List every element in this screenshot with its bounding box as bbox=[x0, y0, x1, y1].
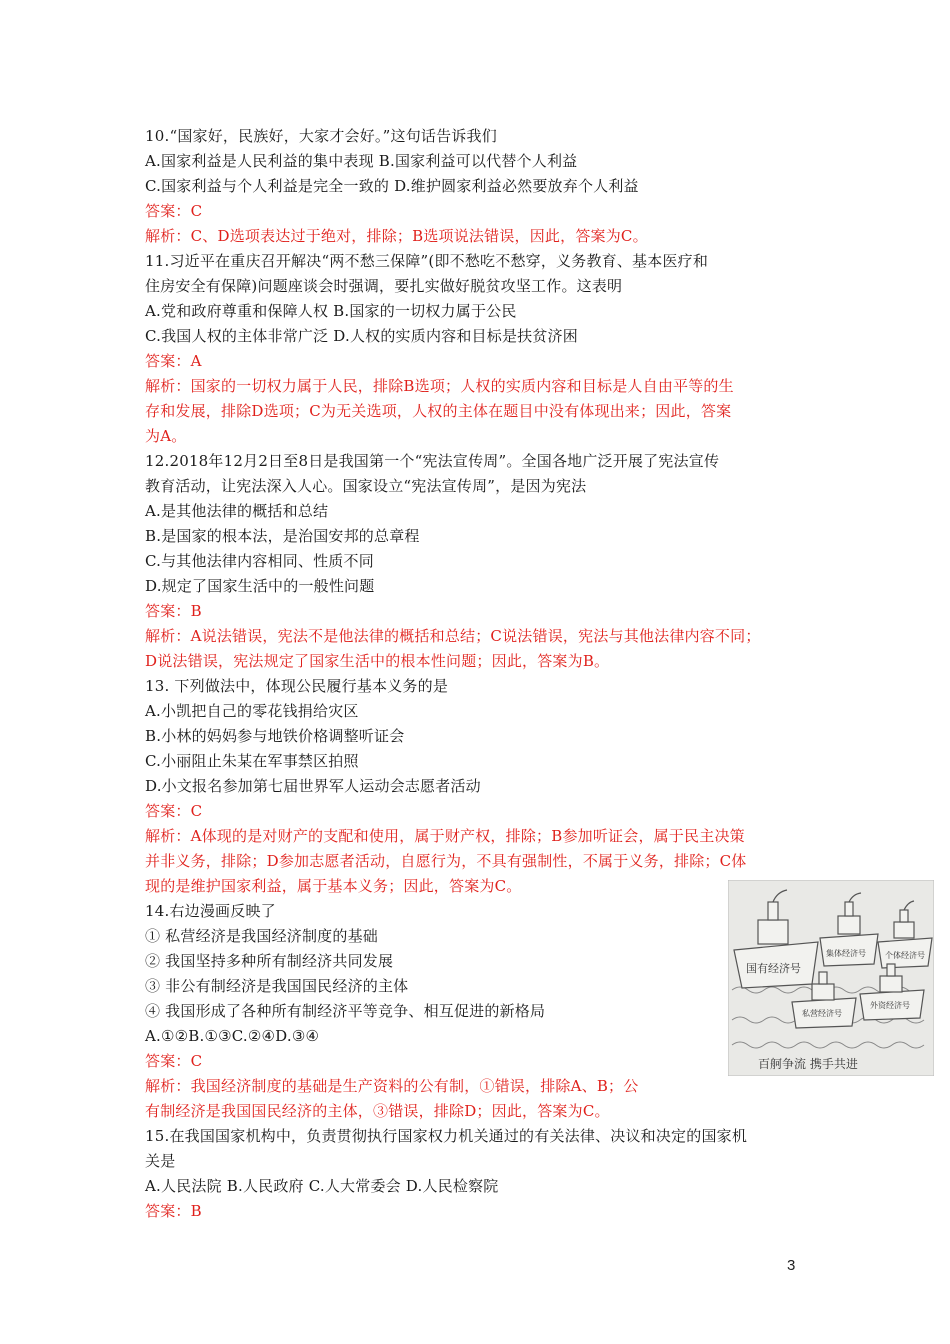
analysis-line: 解析：我国经济制度的基础是生产资料的公有制，①错误，排除A、B；公 bbox=[145, 1077, 639, 1095]
analysis-line: 并非义务，排除；D参加志愿者活动，自愿行为，不具有强制性，不属于义务，排除；C体 bbox=[145, 852, 747, 870]
ship-label: 集体经济号 bbox=[826, 949, 866, 958]
question-block bbox=[145, 674, 825, 899]
ship-label: 外资经济号 bbox=[870, 1001, 910, 1010]
question-stem: 关是 bbox=[145, 1152, 176, 1170]
question-option: D.规定了国家生活中的一般性问题 bbox=[145, 577, 375, 595]
question-option: B.小林的妈妈参与地铁价格调整听证会 bbox=[145, 727, 405, 745]
ship-label: 私营经济号 bbox=[802, 1009, 842, 1018]
question-option: A.人民法院 B.人民政府 C.人大常委会 D.人民检察院 bbox=[145, 1177, 499, 1195]
question-block bbox=[145, 124, 825, 249]
page-number: 3 bbox=[787, 1257, 796, 1274]
ship-label: 个体经济号 bbox=[885, 951, 925, 960]
question-option: A.国家利益是人民利益的集中表现 B.国家利益可以代替个人利益 bbox=[145, 152, 578, 170]
answer-line: 答案：B bbox=[145, 602, 202, 620]
question-option: A.①②B.①③C.②④D.③④ bbox=[145, 1027, 320, 1045]
analysis-line: 存和发展，排除D选项；C为无关选项，人权的主体在题目中没有体现出来；因此，答案 bbox=[145, 402, 732, 420]
analysis-line: 解析：A体现的是对财产的支配和使用，属于财产权，排除；B参加听证会，属于民主决策 bbox=[145, 827, 745, 845]
question-option: A.是其他法律的概括和总结 bbox=[145, 502, 329, 520]
analysis-line: 解析：C、D选项表达过于绝对，排除；B选项说法错误，因此，答案为C。 bbox=[145, 227, 648, 245]
question-list bbox=[145, 124, 825, 1224]
answer-line: 答案：C bbox=[145, 1052, 203, 1070]
question-option: C.国家利益与个人利益是完全一致的 D.维护圆家利益必然要放弃个人利益 bbox=[145, 177, 639, 195]
question-option: A.党和政府尊重和保障人权 B.国家的一切权力属于公民 bbox=[145, 302, 517, 320]
question-stem: 13. 下列做法中，体现公民履行基本义务的是 bbox=[145, 677, 449, 695]
answer-line: 答案：B bbox=[145, 1202, 202, 1220]
question-option: ③ 非公有制经济是我国国民经济的主体 bbox=[145, 977, 409, 995]
question-stem: 住房安全有保障)问题座谈会时强调，要扎实做好脱贫攻坚工作。这表明 bbox=[145, 277, 623, 295]
question-option: C.小丽阻止朱某在军事禁区拍照 bbox=[145, 752, 359, 770]
question-block bbox=[145, 899, 825, 1124]
question-option: D.小文报名参加第七届世界军人运动会志愿者活动 bbox=[145, 777, 481, 795]
question-stem: 12.2018年12月2日至8日是我国第一个“宪法宣传周”。全国各地广泛开展了宪法宣传 bbox=[145, 452, 720, 470]
comic-caption: 百舸争流 携手共进 bbox=[758, 1057, 858, 1071]
analysis-line: 解析：A说法错误，宪法不是他法律的概括和总结；C说法错误，宪法与其他法律内容不同； bbox=[145, 627, 761, 645]
question-block bbox=[145, 249, 825, 449]
analysis-line: 解析：国家的一切权力属于人民，排除B选项；人权的实质内容和目标是人自由平等的生 bbox=[145, 377, 734, 395]
question-option: C.与其他法律内容相同、性质不同 bbox=[145, 552, 374, 570]
question-stem: 14.右边漫画反映了 bbox=[145, 902, 276, 920]
answer-line: 答案：C bbox=[145, 202, 203, 220]
question-stem: 11.习近平在重庆召开解决“两不愁三保障”(即不愁吃不愁穿，义务教育、基本医疗和 bbox=[145, 252, 709, 270]
question-option: ② 我国坚持多种所有制经济共同发展 bbox=[145, 952, 394, 970]
question-option: A.小凯把自己的零花钱捐给灾区 bbox=[145, 702, 359, 720]
analysis-line: D说法错误，宪法规定了国家生活中的根本性问题；因此，答案为B。 bbox=[145, 652, 610, 670]
analysis-line: 为A。 bbox=[145, 427, 187, 445]
question-stem: 10.“国家好，民族好，大家才会好。”这句话告诉我们 bbox=[145, 127, 497, 145]
answer-line: 答案：A bbox=[145, 352, 202, 370]
question-option: ④ 我国形成了各种所有制经济平等竞争、相互促进的新格局 bbox=[145, 1002, 546, 1020]
question-stem: 15.在我国国家机构中，负责贯彻执行国家权力机关通过的有关法律、决议和决定的国家机 bbox=[145, 1127, 748, 1145]
answer-line: 答案：C bbox=[145, 802, 203, 820]
question-option: ① 私营经济是我国经济制度的基础 bbox=[145, 927, 378, 945]
ship-label: 国有经济号 bbox=[746, 962, 801, 975]
question-stem: 教育活动，让宪法深入人心。国家设立“宪法宣传周”，是因为宪法 bbox=[145, 477, 587, 495]
question-option: C.我国人权的主体非常广泛 D.人权的实质内容和目标是扶贫济困 bbox=[145, 327, 578, 345]
analysis-line: 有制经济是我国国民经济的主体，③错误，排除D；因此，答案为C。 bbox=[145, 1102, 610, 1120]
comic-illustration bbox=[728, 880, 934, 1076]
question-block bbox=[145, 449, 825, 674]
document-body bbox=[145, 124, 825, 1224]
question-option: B.是国家的根本法，是治国安邦的总章程 bbox=[145, 527, 420, 545]
question-block bbox=[145, 1124, 825, 1224]
analysis-line: 现的是维护国家利益，属于基本义务；因此，答案为C。 bbox=[145, 877, 522, 895]
